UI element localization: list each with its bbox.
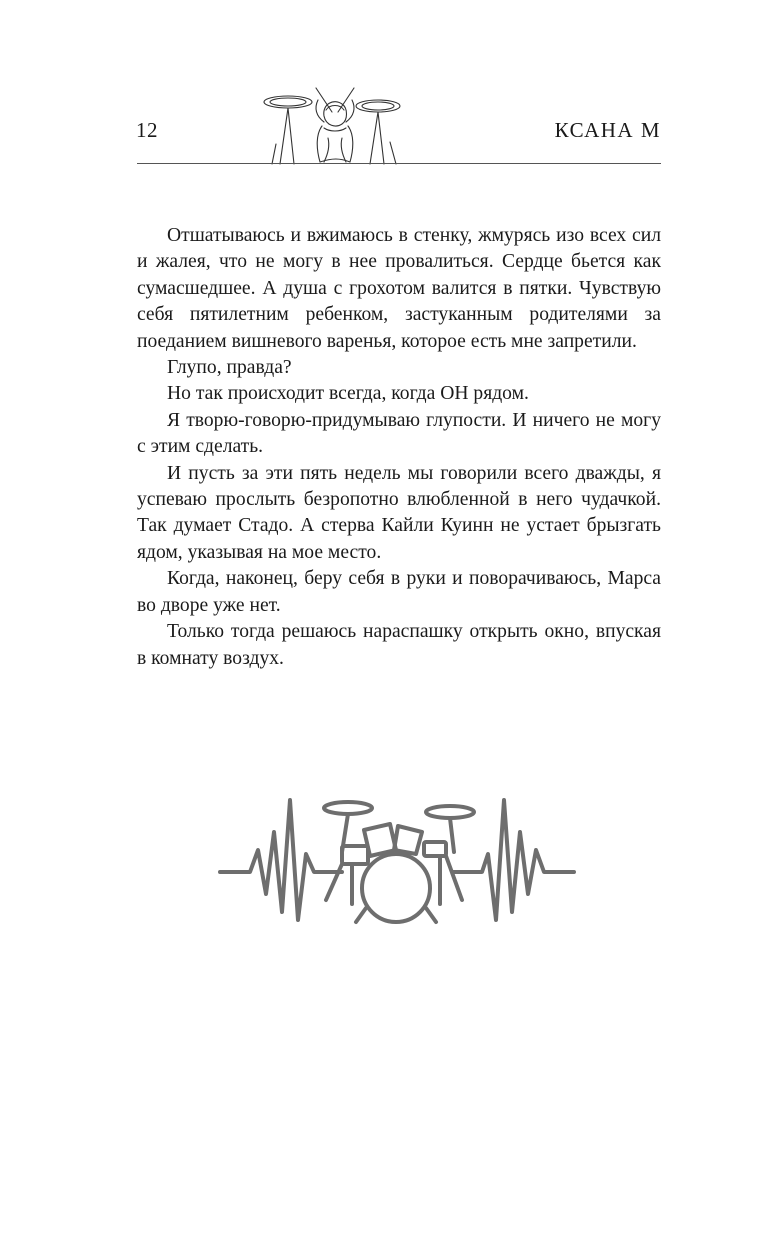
chapter-text bbox=[137, 223, 661, 672]
page-number: 12 bbox=[136, 118, 158, 142]
paragraph: Я творю-говорю-придумываю глупости. И ничего не могу с этим сделать. bbox=[137, 409, 661, 458]
author-name: КСАНА М bbox=[554, 118, 661, 142]
drummer-line-art-icon bbox=[258, 82, 408, 166]
paragraph: Только тогда решаюсь нараспашку открыть окно, впуская в комнату воздух. bbox=[137, 621, 661, 669]
drum-kit-heartbeat-icon bbox=[214, 792, 580, 932]
header-divider bbox=[137, 163, 661, 164]
running-head bbox=[0, 0, 768, 180]
paragraph: Но так происходит всегда, когда ОН рядом. bbox=[167, 383, 529, 405]
paragraph: Глупо, правда? bbox=[167, 357, 292, 379]
paragraph: И пусть за эти пять недель мы говорили всего дважды, я успеваю прослыть безропотно влюбленной в него чудачкой. Так думает Стадо. А стерва Кайли Куинн не устает брызгать ядом, указывая на мое место. bbox=[137, 462, 661, 563]
paragraph: Когда, наконец, беру себя в руки и поворачиваюсь, Марса во дворе уже нет. bbox=[137, 568, 661, 616]
paragraph: Отшатываюсь и вжимаюсь в стенку, жмурясь изо всех сил и жалея, что не могу в нее провалиться. Сердце бьется как сумасшедшее. А душа с грохотом валится в пятки. Чувствую себя пятилетним ребенком, застуканным родителями за поеданием вишневого варенья, которое есть мне запретили. bbox=[137, 225, 661, 352]
